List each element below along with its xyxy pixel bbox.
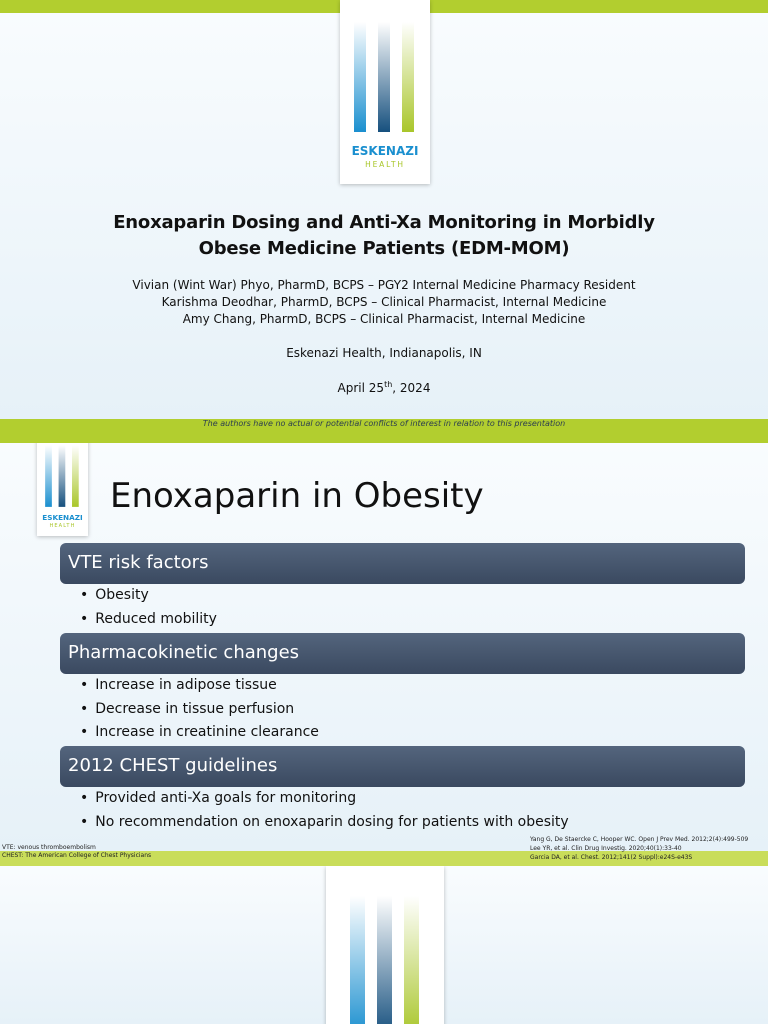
vte-risk-list [80,584,217,631]
section-header-chest-guidelines: 2012 CHEST guidelines [60,746,745,787]
conflict-disclaimer: The authors have no actual or potential conflicts of interest in relation to this presentation [202,419,566,428]
author-3: Amy Chang, PharmD, BCPS – Clinical Pharmacist, Internal Medicine [182,312,586,326]
chest-guidelines-list [80,787,569,834]
content-slide [0,443,768,851]
section-header-pharmacokinetic: Pharmacokinetic changes [60,633,745,674]
svg-text:HEALTH: HEALTH [49,523,76,530]
list-item: • Obesity [80,584,217,608]
list-item: • Increase in adipose tissue [80,674,319,698]
svg-text:ESKENAZI: ESKENAZI [42,512,83,522]
presentation-date: April 25th, 2024 [337,380,431,395]
list-item: • Increase in creatinine clearance [80,721,319,745]
logo-stripes-icon [326,866,444,1024]
disclaimer-band [0,419,768,443]
list-item: • No recommendation on enoxaparin dosing for patients with obesity [80,811,569,835]
presentation-title-line1: Enoxaparin Dosing and Anti-Xa Monitoring in Morbidly [113,212,655,233]
institution: Eskenazi Health, Indianapolis, IN [286,346,482,360]
section-header-vte-risk: VTE risk factors [60,543,745,584]
reference-item: Lee YR, et al. Clin Drug Investig. 2020;40(1):33-40 [530,845,682,852]
logo-stripes-icon [37,443,88,536]
footnote-chest: CHEST: The American College of Chest Physicians [2,852,152,859]
list-item: • Provided anti-Xa goals for monitoring [80,787,569,811]
presentation-title-line2: Obese Medicine Patients (EDM-MOM) [198,238,570,259]
author-2: Karishma Deodhar, PharmD, BCPS – Clinical Pharmacist, Internal Medicine [161,295,607,309]
logo-stripes-icon [340,0,430,184]
slide-heading: Enoxaparin in Obesity [110,476,484,516]
eskenazi-logo-partial [326,866,444,1024]
title-slide [0,0,768,420]
footnotes [2,844,151,860]
reference-item: Garcia DA, et al. Chest. 2012;141(2 Suppl):e24S-e43S [530,853,693,861]
author-1: Vivian (Wint War) Phyo, PharmD, BCPS – PGY2 Internal Medicine Pharmacy Resident [132,278,636,292]
references-continued [530,845,692,862]
svg-text:ESKENAZI: ESKENAZI [351,144,419,158]
svg-text:HEALTH: HEALTH [365,160,405,169]
list-item: • Decrease in tissue perfusion [80,698,319,722]
reference-item: Yang G, De Staercke C, Hooper WC. Open J Prev Med. 2012;2(4):499-509 [530,836,749,843]
list-item: • Reduced mobility [80,608,217,632]
eskenazi-logo [340,0,430,184]
eskenazi-logo-small [37,443,88,536]
references [530,836,748,845]
pharmacokinetic-list [80,674,319,745]
footnote-vte: VTE: venous thromboembolism [2,844,96,851]
next-slide-partial [0,866,768,1024]
